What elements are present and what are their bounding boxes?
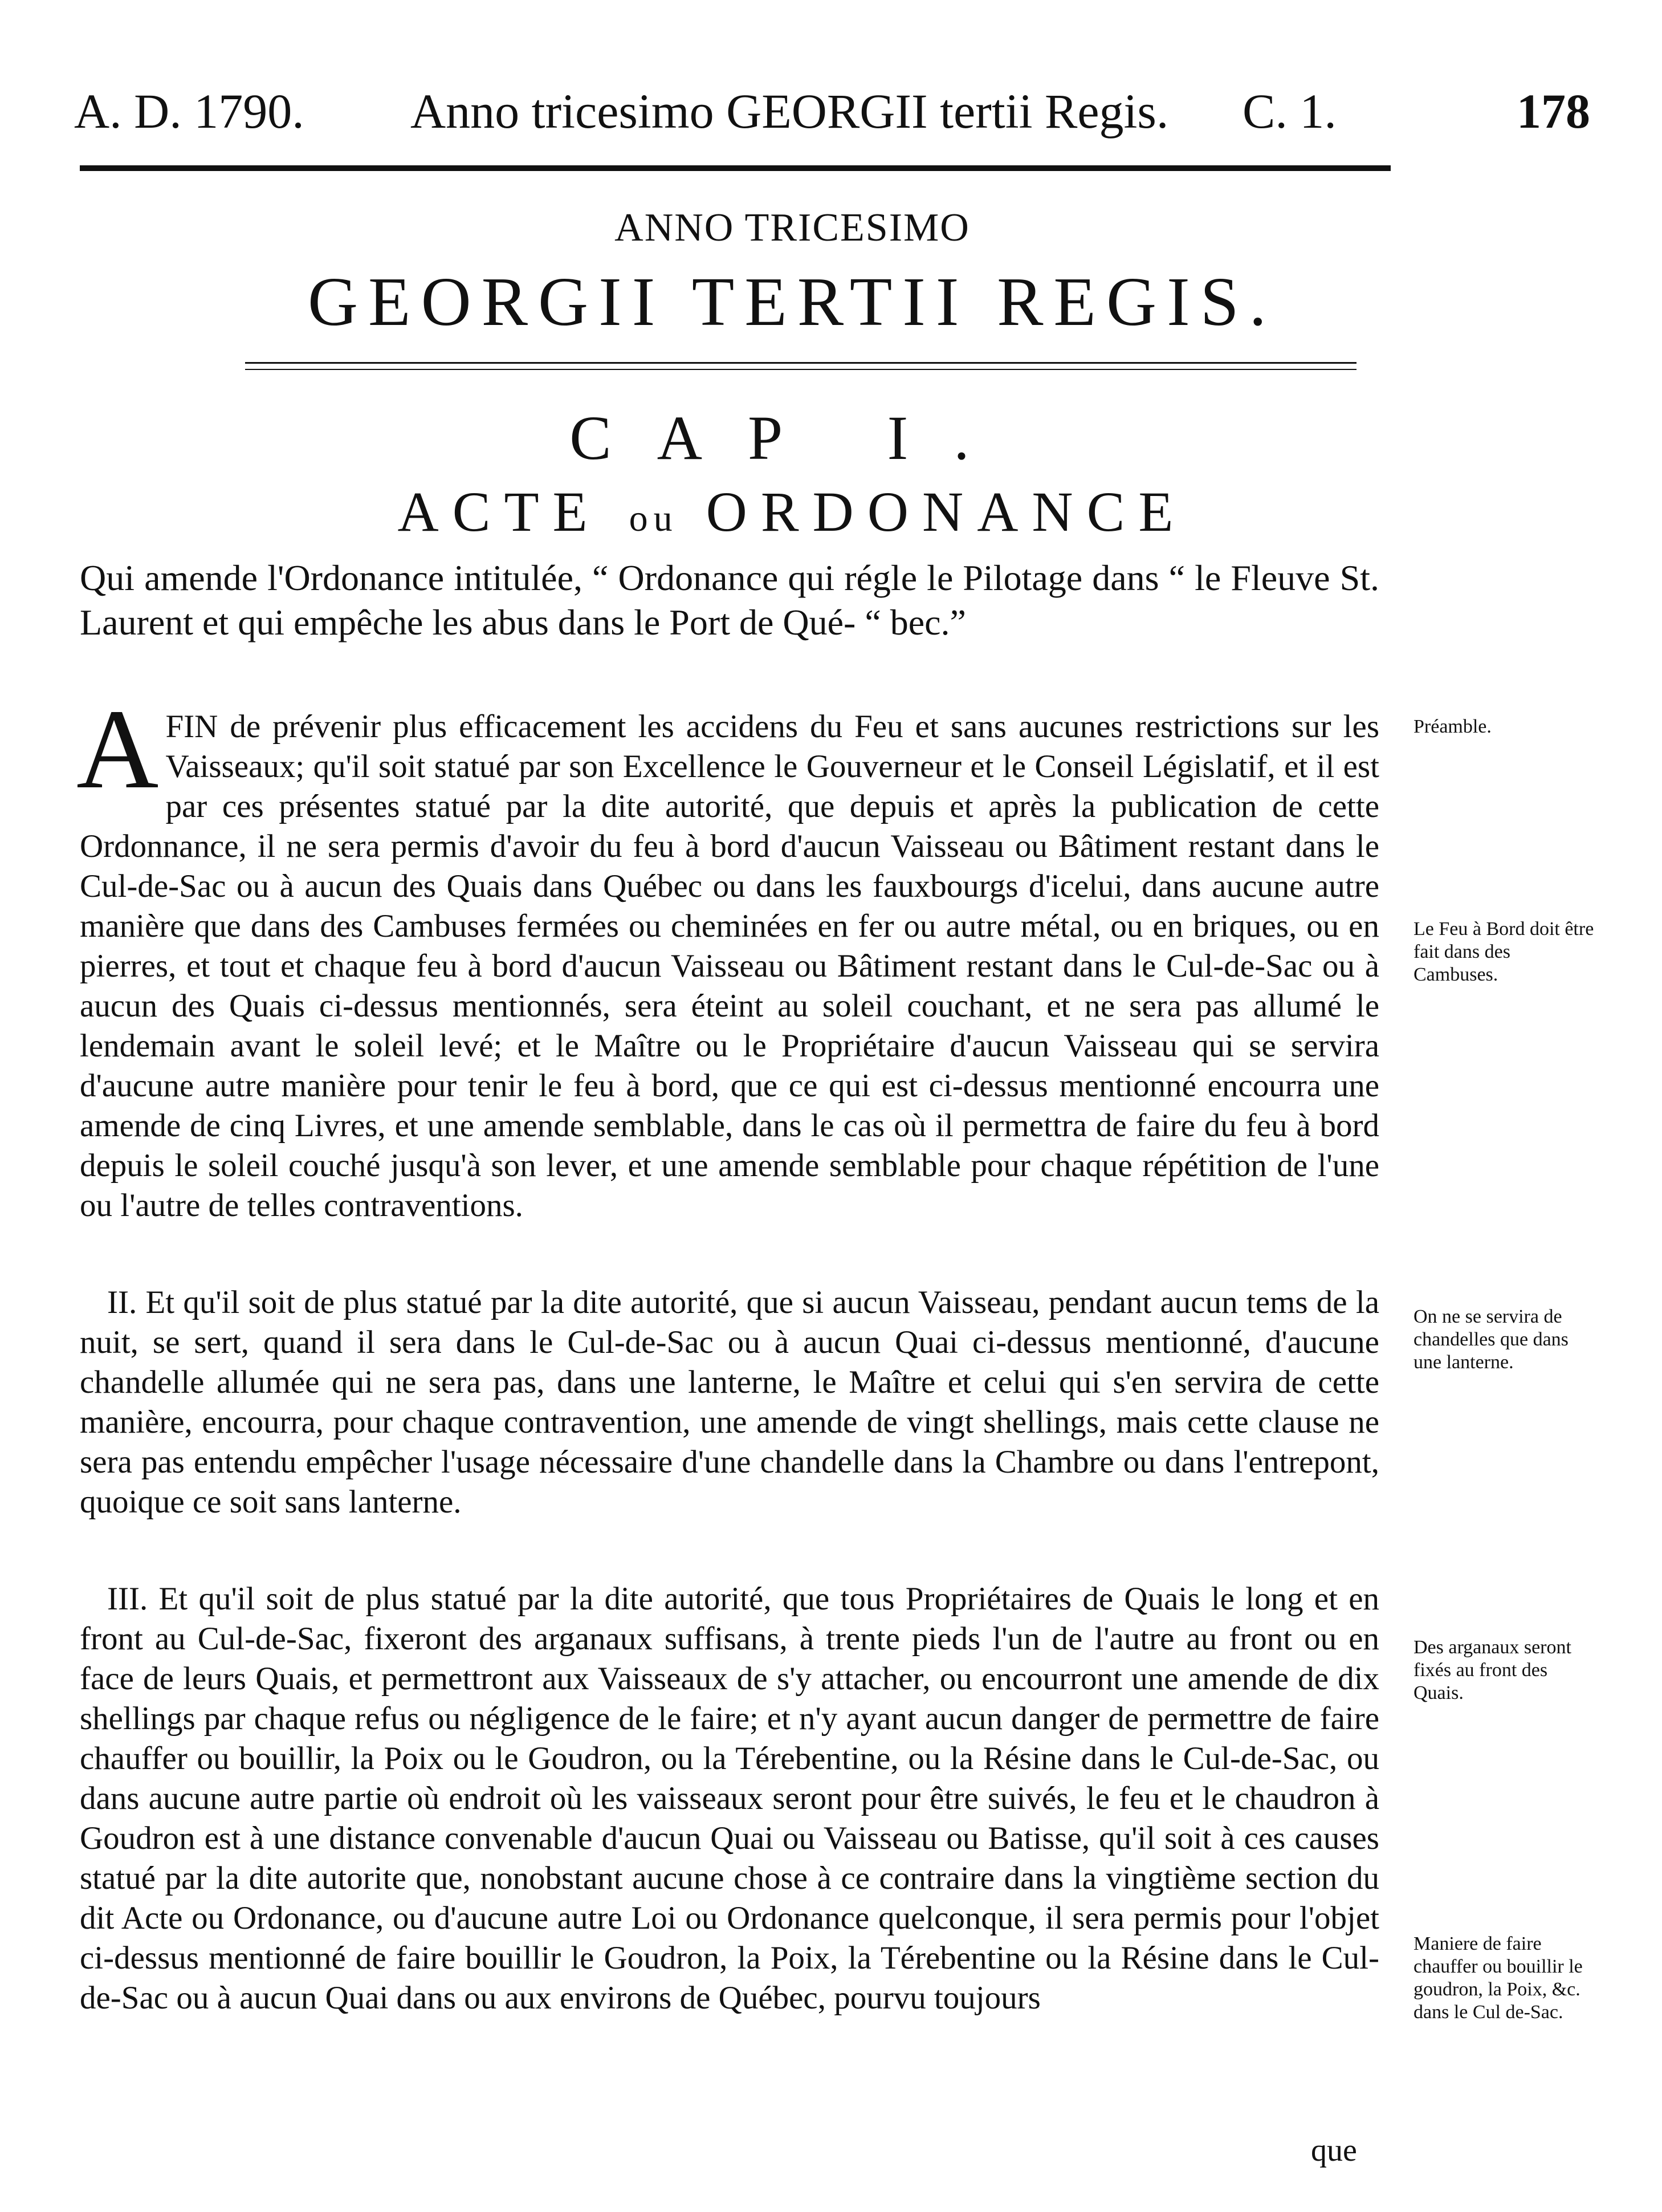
margin-note-preamble: Préamble.	[1413, 716, 1492, 737]
act-heading	[0, 479, 1584, 544]
chapter-heading: CAP I.	[569, 403, 1015, 473]
running-head-year: A. D. 1790.	[74, 84, 304, 139]
page-number: 178	[1517, 84, 1590, 139]
margin-note-fire: Le Feu à Bord doit être fait dans des Cambuses.	[1413, 918, 1594, 985]
title-regis: GEORGII TERTII REGIS.	[307, 263, 1277, 340]
act-heading-joiner: ou	[629, 498, 678, 539]
header-rule	[80, 165, 1391, 171]
act-heading-word2: ORDONANCE	[706, 480, 1187, 543]
drop-cap: A	[76, 686, 159, 812]
act-subtitle: Qui amende l'Ordonance intitulée, “ Ordonance qui régle le Pilotage dans “ le Fleuve St. Laurent et qui empêche les abus dans le Port de Qué- “ bec.”	[80, 558, 1379, 643]
running-head-title: Anno tricesimo GEORGII tertii Regis.	[410, 84, 1169, 139]
margin-note-arganaux: Des arganaux seront fixés au front des Quais.	[1413, 1637, 1571, 1703]
paragraph-section-3: III. Et qu'il soit de plus statué par la dite autorité, que tous Propriétaires de Quais le long et en front au Cul-de-Sac, fixeront des arganaux suffisans, à trente pieds l'un de l'autre au front ou en face de leurs Quais, et permettront aux Vaisseaux de s'y attacher, ou encourront une amende de dix shellings par chaque refus ou négligence de le faire; et n'y ayant aucun danger de permettre de faire chauffer ou bouillir, la Poix ou le Goudron, ou la Térebentine, ou la Résine dans le Cul-de-Sac, ou dans aucune autre partie où endroit où les vaisseaux seront pour être suivés, le feu et le chaudron à Goudron est à une distance convenable d'aucun Quai ou Vaisseau ou Batisse, qu'il soit à ces causes statué par la dite autorite que, nonobstant aucune chose à ce contraire dans la vingtième section du dit Acte ou Ordonance, ou d'aucune autre Loi ou Ordonance quelconque, il sera permis pour l'objet ci-dessus mentionné de faire bouillir le Goudron, la Poix, la Térebentine ou la Résine dans le Cul-de-Sac ou à aucun Quai dans ou aux environs de Québec, pourvu toujours	[80, 1581, 1379, 2016]
title-anno: ANNO TRICESIMO	[614, 206, 970, 250]
margin-note-candles: On ne se servira de chandelles que dans une lanterne.	[1413, 1306, 1569, 1373]
act-heading-word: ACTE	[397, 480, 601, 543]
margin-note-tar: Maniere de faire chauffer ou bouillir le goudron, la Poix, &c. dans le Cul de-Sac.	[1413, 1933, 1583, 2023]
running-head-chapter: C. 1.	[1243, 84, 1337, 139]
running-head	[74, 74, 1590, 148]
title-rule	[245, 362, 1357, 370]
catchword: que	[1311, 2133, 1357, 2168]
paragraph-preamble	[76, 686, 1379, 1226]
paragraph-section-2: II. Et qu'il soit de plus statué par la dite autorité, que si aucun Vaisseau, pendant aucun tems de la nuit, se sert, quand il sera dans le Cul-de-Sac ou à aucun Quai ci-dessus mentionné, d'aucune chandelle allumée qui ne sera pas, dans une lanterne, le Maître et celui qui s'en servira de cette manière, encourra, pour chaque contravention, une amende de vingt shellings, mais cette clause ne sera pas entendu empêcher l'usage nécessaire d'une chandelle dans la Chambre ou dans l'entrepont, quoique ce soit sans lanterne.	[80, 1284, 1379, 1520]
paragraph-preamble-text: FIN de prévenir plus efficacement les accidens du Feu et sans aucunes restrictions sur les Vaisseaux; qu'il soit statué par son Excellence le Gouverneur et le Conseil Législatif, et il est par ces présentes statué par la dite autorité, que depuis et après la publication de cette Ordonnance, il ne sera permis d'avoir du feu à bord d'aucun Vaisseau ou Bâtiment restant dans le Cul-de-Sac ou à aucun des Quais dans Québec ou dans les fauxbourgs d'icelui, dans aucune autre manière que dans des Cambuses fermées ou cheminées en fer ou autre métal, ou en briques, ou en pierres, et tout et chaque feu à bord d'aucun Vaisseau ou Bâtiment restant dans le Cul-de-Sac ou à aucun des Quais ci-dessus mentionnés, sera éteint au soleil couchant, et ne sera pas allumé le lendemain avant le soleil levé; et le Maître ou le Propriétaire d'aucun Vaisseau qui se servira d'aucune autre manière pour tenir le feu à bord, que ce qui est ci-dessus mentionné encourra une amende de cinq Livres, et une amende semblable, dans le cas où il permettra de faire du feu à bord depuis le soleil couché jusqu'à son lever, et une amende semblable pour chaque répétition de l'une ou l'autre de telles contraventions.	[80, 709, 1379, 1223]
